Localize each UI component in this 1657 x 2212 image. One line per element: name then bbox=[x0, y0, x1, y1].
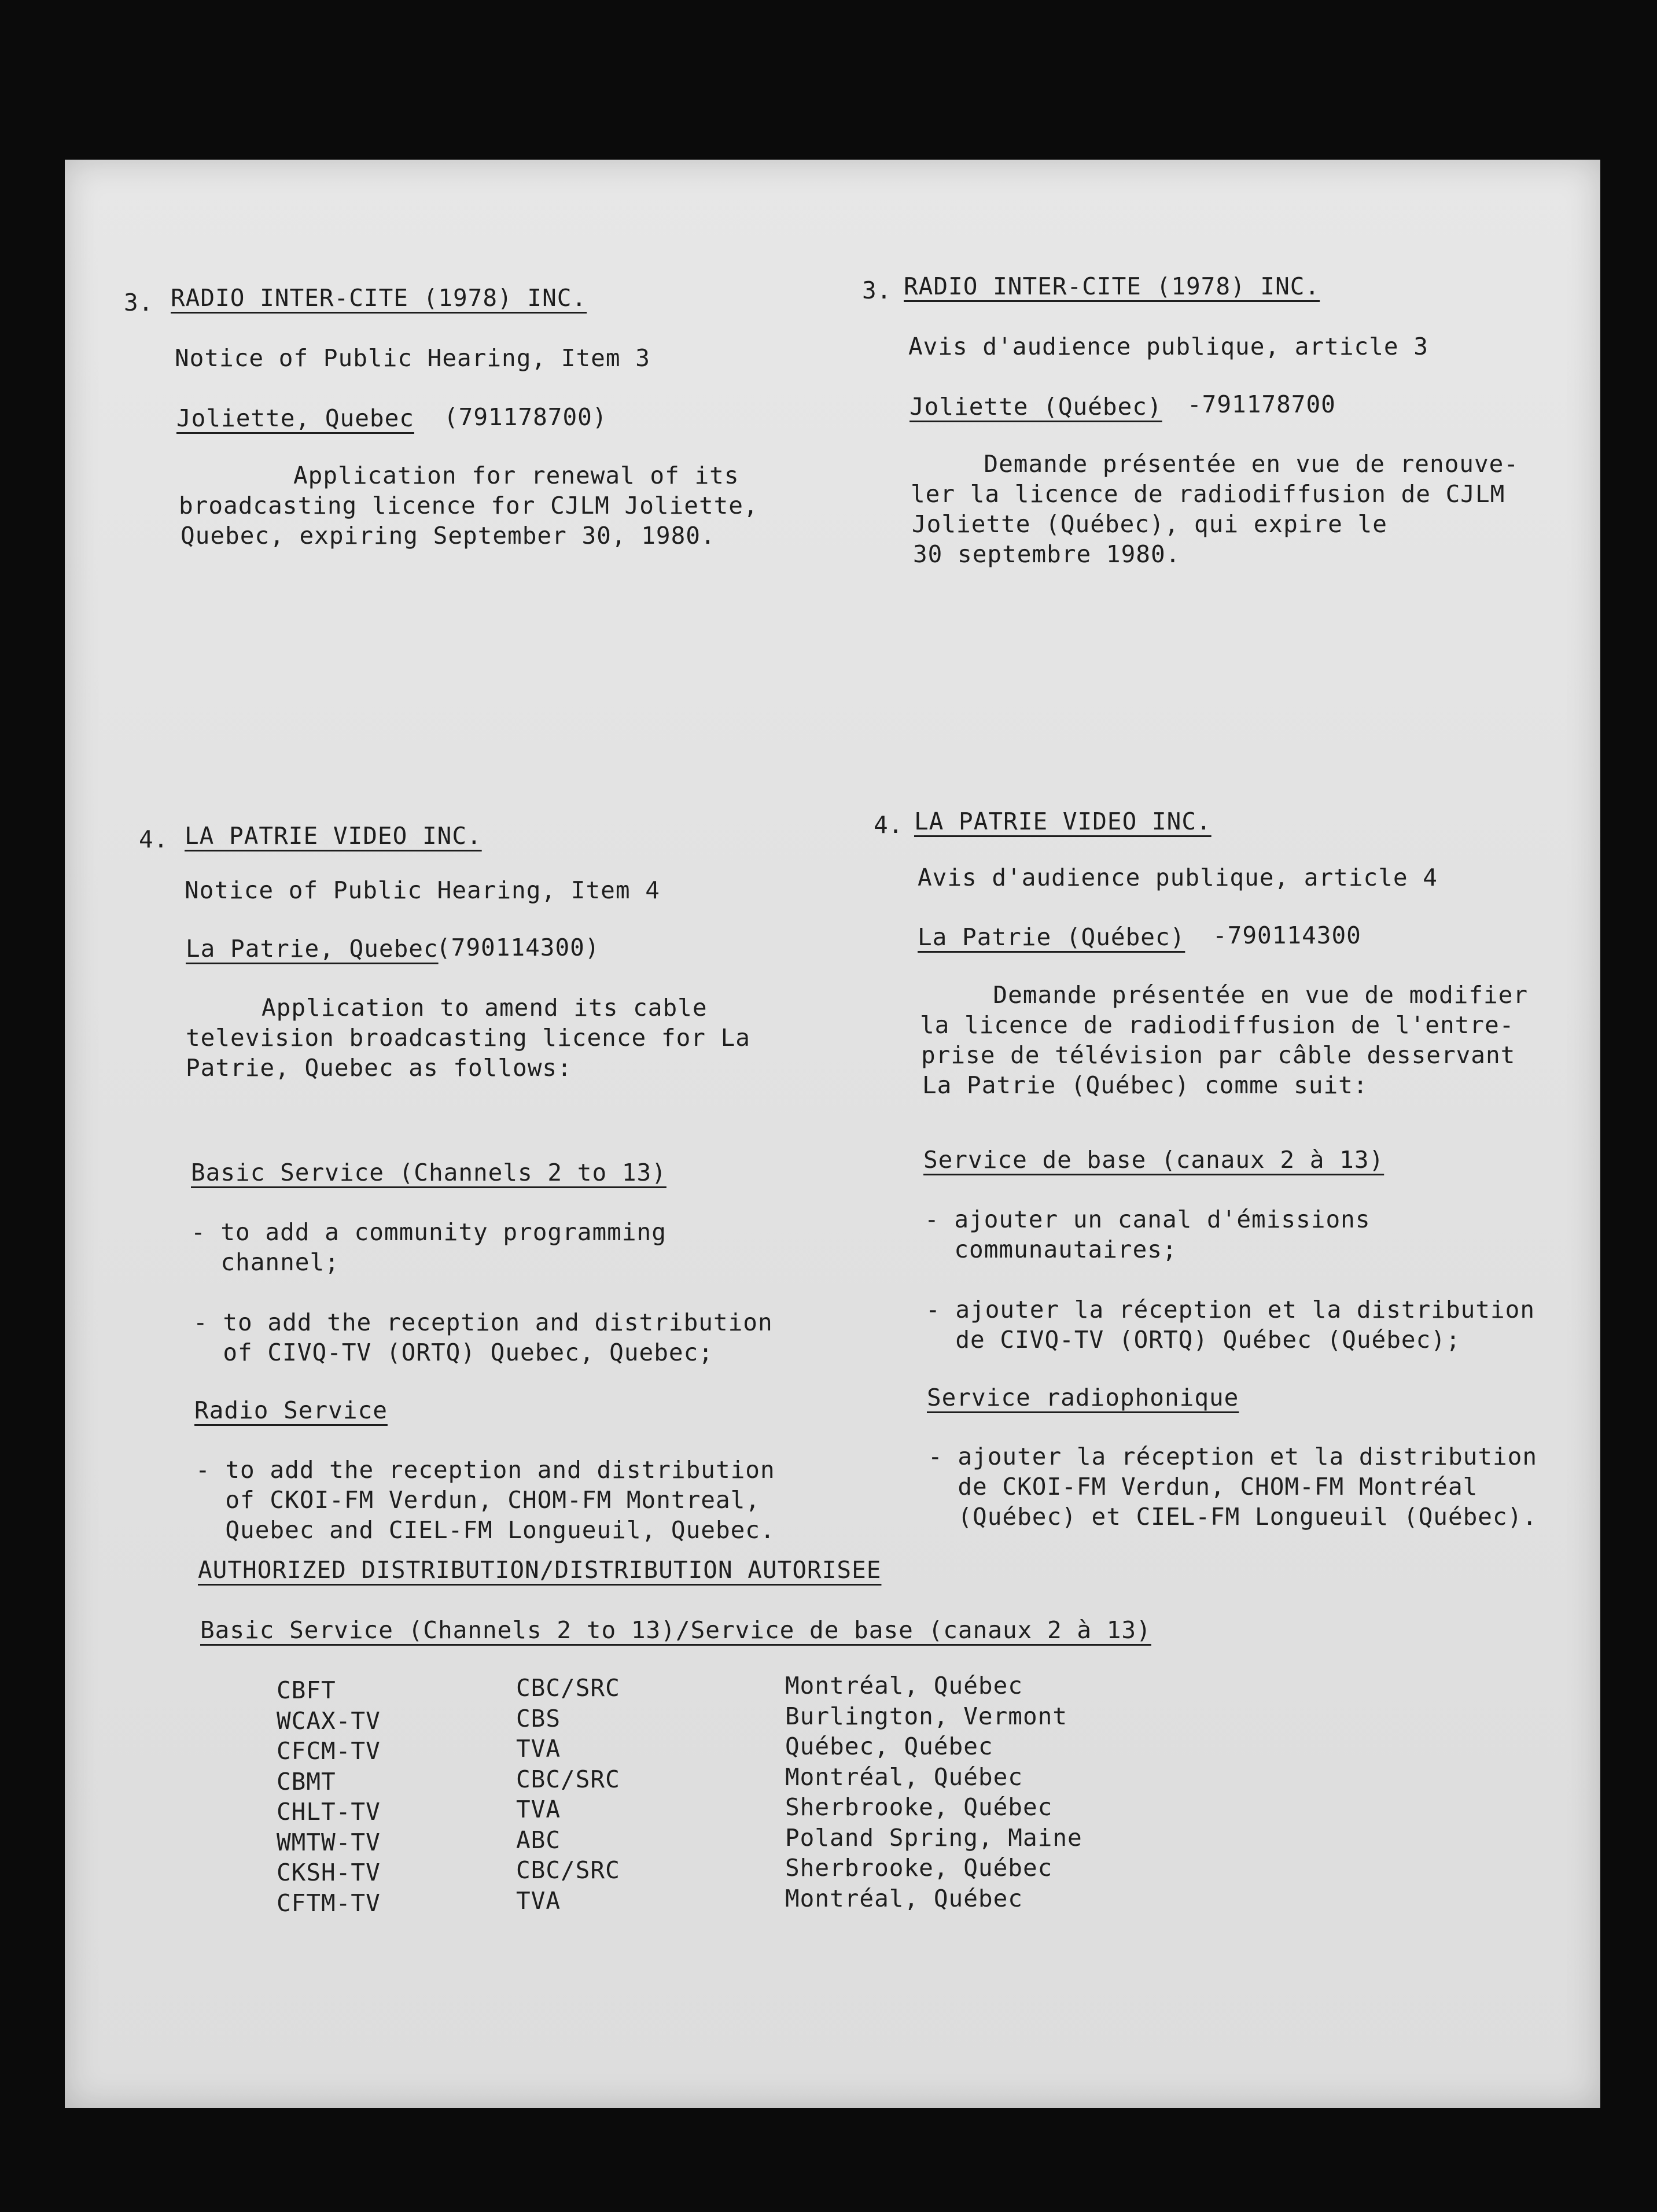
left-s4-number: 4. bbox=[139, 825, 169, 853]
right-s3-body-line: 30 septembre 1980. bbox=[913, 540, 1181, 568]
right-s4-body-line: La Patrie (Québec) comme suit: bbox=[922, 1071, 1368, 1099]
right-radio-item-line: - ajouter la réception et la distribution bbox=[928, 1443, 1538, 1470]
station-call: CFTM-TV bbox=[277, 1889, 381, 1917]
left-s4-notice: Notice of Public Hearing, Item 4 bbox=[185, 876, 660, 904]
left-s4-body-line: television broadcasting licence for La bbox=[186, 1024, 750, 1052]
right-s3-body-line: ler la licence de radiodiffusion de CJLM bbox=[911, 480, 1505, 508]
station-city: Québec, Québec bbox=[785, 1732, 993, 1760]
left-s3-company: RADIO INTER-CITE (1978) INC. bbox=[171, 284, 587, 312]
station-city: Sherbrooke, Québec bbox=[785, 1854, 1053, 1882]
right-s4-location: La Patrie (Québec) bbox=[918, 923, 1185, 951]
right-s3-notice: Avis d'audience publique, article 3 bbox=[908, 333, 1428, 360]
left-s3-location: Joliette, Quebec bbox=[176, 404, 414, 432]
left-basic-item-line: of CIVQ-TV (ORTQ) Quebec, Quebec; bbox=[193, 1339, 713, 1366]
right-basic-heading: Service de base (canaux 2 à 13) bbox=[923, 1146, 1384, 1174]
station-network: TVA bbox=[516, 1735, 561, 1763]
left-radio-item-line: - to add the reception and distribution bbox=[196, 1456, 775, 1484]
station-city: Montréal, Québec bbox=[785, 1884, 1023, 1912]
station-network: CBC/SRC bbox=[516, 1765, 620, 1793]
right-s4-company: LA PATRIE VIDEO INC. bbox=[914, 808, 1212, 835]
left-radio-item-line: Quebec and CIEL-FM Longueuil, Quebec. bbox=[196, 1516, 775, 1544]
right-s3-body-line: Joliette (Québec), qui expire le bbox=[912, 510, 1387, 538]
right-s4-body-line: prise de télévision par câble desservant bbox=[921, 1041, 1516, 1069]
station-network: CBC/SRC bbox=[516, 1674, 620, 1702]
left-s3-body-line: Quebec, expiring September 30, 1980. bbox=[181, 522, 716, 550]
right-basic-item-line: - ajouter la réception et la distribution bbox=[926, 1296, 1536, 1323]
right-basic-item-line: communautaires; bbox=[925, 1236, 1177, 1263]
right-s4-number: 4. bbox=[874, 811, 904, 839]
station-call: CHLT-TV bbox=[277, 1798, 381, 1826]
left-s4-company: LA PATRIE VIDEO INC. bbox=[185, 822, 482, 850]
left-basic-item-line: - to add a community programming bbox=[191, 1218, 667, 1246]
right-s3-location: Joliette (Québec) bbox=[909, 393, 1162, 421]
authorized-heading: AUTHORIZED DISTRIBUTION/DISTRIBUTION AUTORISEE bbox=[198, 1556, 882, 1584]
station-city: Sherbrooke, Québec bbox=[785, 1793, 1053, 1821]
authorized-subheading: Basic Service (Channels 2 to 13)/Service de base (canaux 2 à 13) bbox=[200, 1616, 1151, 1644]
right-s4-body-line: la licence de radiodiffusion de l'entre- bbox=[920, 1011, 1515, 1039]
left-basic-heading: Basic Service (Channels 2 to 13) bbox=[191, 1159, 667, 1186]
right-s3-body-line: Demande présentée en vue de renouve- bbox=[909, 450, 1519, 478]
right-s3-number: 3. bbox=[862, 276, 892, 304]
station-call: WCAX-TV bbox=[277, 1706, 381, 1735]
station-city: Poland Spring, Maine bbox=[785, 1823, 1082, 1852]
left-s4-file-no: (790114300) bbox=[436, 934, 600, 961]
right-s4-body-line: Demande présentée en vue de modifier bbox=[919, 981, 1529, 1009]
left-s4-body-line: Patrie, Quebec as follows: bbox=[186, 1054, 572, 1082]
right-radio-heading: Service radiophonique bbox=[927, 1384, 1239, 1411]
station-call: CKSH-TV bbox=[277, 1859, 381, 1886]
left-s3-body-line: Application for renewal of its bbox=[293, 462, 739, 489]
station-call: CFCM-TV bbox=[277, 1737, 381, 1765]
left-s3-number: 3. bbox=[124, 289, 154, 316]
left-s3-notice: Notice of Public Hearing, Item 3 bbox=[175, 344, 650, 372]
left-s3-body-line: broadcasting licence for CJLM Joliette, bbox=[179, 492, 758, 519]
left-s4-location: La Patrie, Quebec bbox=[186, 935, 439, 963]
station-city: Burlington, Vermont bbox=[785, 1702, 1067, 1730]
left-radio-heading: Radio Service bbox=[194, 1396, 388, 1424]
right-radio-item-line: (Québec) et CIEL-FM Longueuil (Québec). bbox=[928, 1503, 1538, 1531]
station-city: Montréal, Québec bbox=[785, 1672, 1023, 1699]
station-call: CBMT bbox=[277, 1767, 336, 1796]
left-s4-body-line: Application to amend its cable bbox=[262, 994, 708, 1022]
station-city: Montréal, Québec bbox=[785, 1763, 1023, 1791]
station-network: ABC bbox=[516, 1826, 561, 1854]
left-basic-item-line: - to add the reception and distribution bbox=[193, 1308, 773, 1336]
right-basic-item-line: de CIVQ-TV (ORTQ) Québec (Québec); bbox=[926, 1326, 1461, 1354]
document-page bbox=[65, 160, 1600, 2108]
right-s4-notice: Avis d'audience publique, article 4 bbox=[918, 864, 1438, 891]
right-radio-item-line: de CKOI-FM Verdun, CHOM-FM Montréal bbox=[928, 1473, 1478, 1501]
left-s3-file-no: (791178700) bbox=[444, 403, 607, 431]
right-s3-company: RADIO INTER-CITE (1978) INC. bbox=[904, 272, 1320, 300]
station-call: WMTW-TV bbox=[277, 1828, 381, 1856]
station-network: CBS bbox=[516, 1704, 561, 1732]
right-s4-file-no: -790114300 bbox=[1213, 921, 1361, 949]
left-radio-item-line: of CKOI-FM Verdun, CHOM-FM Montreal, bbox=[196, 1486, 760, 1514]
station-network: CBC/SRC bbox=[516, 1856, 620, 1884]
station-call: CBFT bbox=[277, 1676, 336, 1704]
left-basic-item-line: channel; bbox=[191, 1248, 340, 1276]
right-s3-file-no: -791178700 bbox=[1187, 390, 1336, 418]
station-network: TVA bbox=[516, 1886, 561, 1915]
right-basic-item-line: - ajouter un canal d'émissions bbox=[925, 1205, 1371, 1233]
station-network: TVA bbox=[516, 1796, 561, 1823]
